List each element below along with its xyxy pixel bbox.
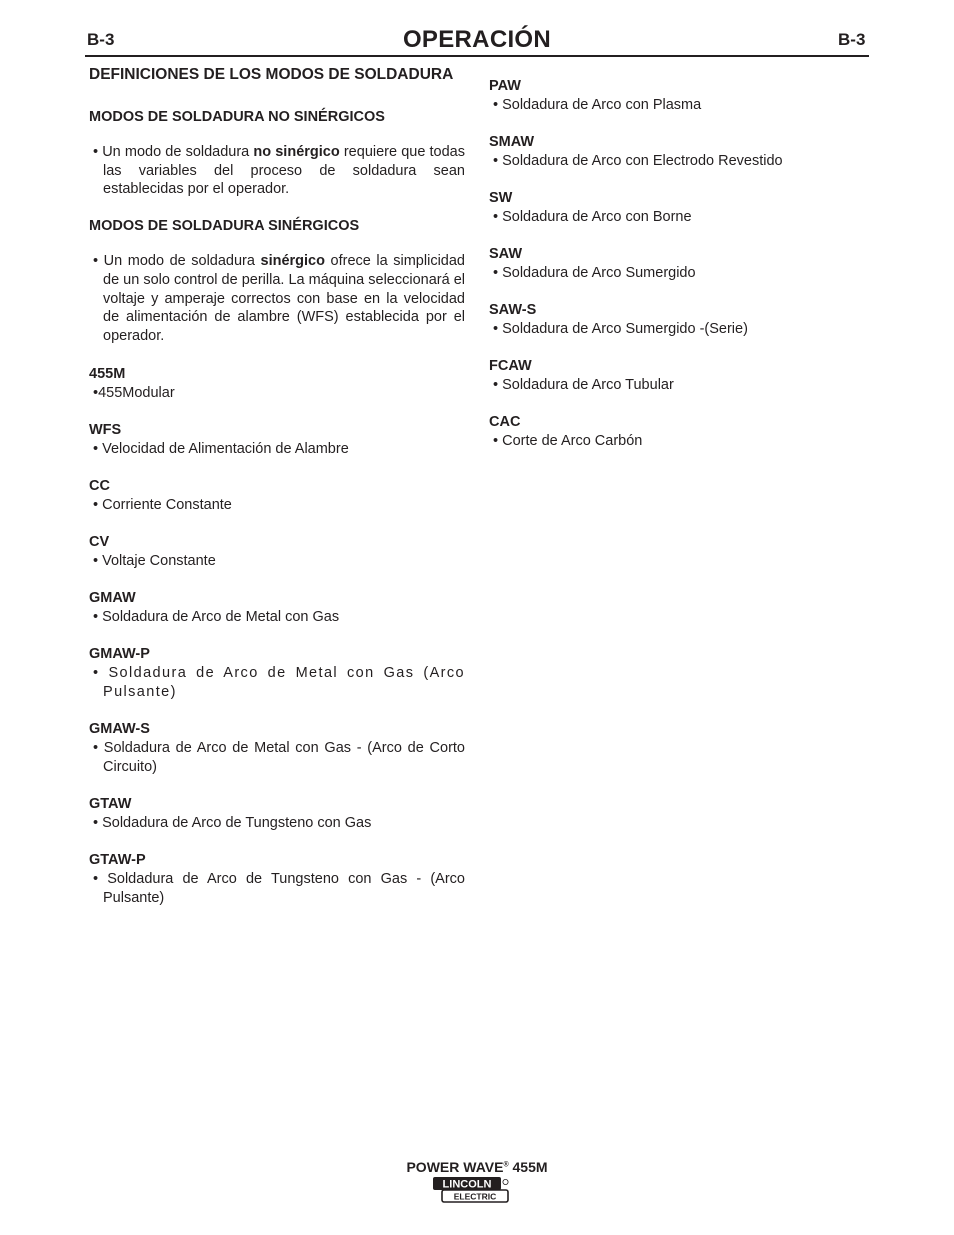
definition-text: • Corriente Constante [93,496,232,513]
definition-gtaw [89,795,465,833]
page-title: OPERACIÓN [402,26,552,53]
definition-gmaw-p [89,645,465,702]
definition-saw [489,245,869,283]
definition-code: 455M [89,365,126,382]
definition-saw-s [489,301,869,339]
definition-wfs [89,421,465,459]
logo-text-top: LINCOLN [442,1178,492,1191]
left-column [89,60,465,926]
definition-code: CAC [489,414,521,430]
definition-455m [89,365,465,403]
definition-gtaw-p [89,851,465,908]
definition-code: GTAW-P [89,851,146,868]
registered-mark: ® [503,1161,509,1169]
synergic-heading: MODOS DE SOLDADURA SINÉRGICOS [89,218,360,235]
definition-text: • Soldadura de Arco de Tungsteno con Gas - (Arco Pulsante) [93,870,465,906]
definition-text: • Soldadura de Arco de Metal con Gas (Arco Pulsante) [93,664,465,700]
definition-code: GTAW [89,795,132,812]
definition-text: • Soldadura de Arco de Metal con Gas [93,608,340,625]
definition-code: PAW [489,78,521,94]
definition-code: SMAW [489,134,535,150]
section-title: DEFINICIONES DE LOS MODOS DE SOLDADURA [89,66,454,83]
definition-cv [89,533,465,571]
definition-text: • Soldadura de Arco Sumergido -(Serie) [493,321,748,337]
definition-code: CV [89,533,110,550]
non-synergic-paragraph [89,143,465,199]
paragraph-bold-term: no sinérgico [253,144,340,160]
page-code-right: B-3 [838,30,866,49]
paragraph-text: ofrece la simplicidad de un solo control de perilla. La máquina seleccionará el voltaje y amperaje correctos con base en la velocidad de alimentación de alambre (WFS) establecida por el operador. [103,253,465,344]
footer-product-name [0,1159,954,1175]
definition-text: • Soldadura de Arco de Metal con Gas - (Arco de Corto Circuito) [93,739,465,775]
lincoln-electric-logo [432,1176,510,1204]
logo-text-bottom: ELECTRIC [453,1191,497,1202]
definition-gmaw-s [89,720,465,777]
definition-text: • Soldadura de Arco Tubular [493,377,674,393]
definition-text: •455Modular [93,384,175,401]
paragraph-text: • Un modo de soldadura [93,144,254,160]
definition-cac [489,413,869,451]
definition-text: • Soldadura de Arco con Borne [493,209,692,225]
definition-code: WFS [89,421,122,438]
definition-paw [489,77,869,115]
definition-text: • Voltaje Constante [93,552,216,569]
paragraph-bold-term: sinérgico [260,253,325,270]
synergic-paragraph [89,252,465,346]
non-synergic-heading: MODOS DE SOLDADURA NO SINÉRGICOS [89,109,385,125]
product-model: 455M [508,1159,548,1175]
header-divider [85,55,869,57]
definition-cc [89,477,465,515]
definition-text: • Velocidad de Alimentación de Alambre [93,440,349,457]
right-column [489,77,869,469]
definition-smaw [489,133,869,171]
definition-text: • Corte de Arco Carbón [493,433,643,449]
definition-code: SAW [489,246,523,262]
definition-code: GMAW-S [89,720,150,737]
page-code-left: B-3 [87,30,115,49]
definition-code: GMAW [89,589,136,606]
logo-registered-icon [503,1179,508,1184]
definition-code: FCAW [489,358,532,374]
definition-sw [489,189,869,227]
definition-code: CC [89,477,110,494]
paragraph-text: requiere que todas las variables del proceso de soldadura sean establecidas por el operador. [103,144,465,198]
definition-code: SAW-S [489,302,537,318]
definition-code: SW [489,190,513,206]
definition-code: GMAW-P [89,645,150,662]
definition-text: • Soldadura de Arco Sumergido [493,265,696,281]
definition-gmaw [89,589,465,627]
definition-text: • Soldadura de Arco con Electrodo Revestido [493,153,783,169]
definition-text: • Soldadura de Arco de Tungsteno con Gas [93,814,372,831]
definition-text: • Soldadura de Arco con Plasma [493,97,702,113]
paragraph-text: • Un modo de soldadura [93,253,261,270]
definition-fcaw [489,357,869,395]
product-name: POWER WAVE [406,1159,504,1175]
